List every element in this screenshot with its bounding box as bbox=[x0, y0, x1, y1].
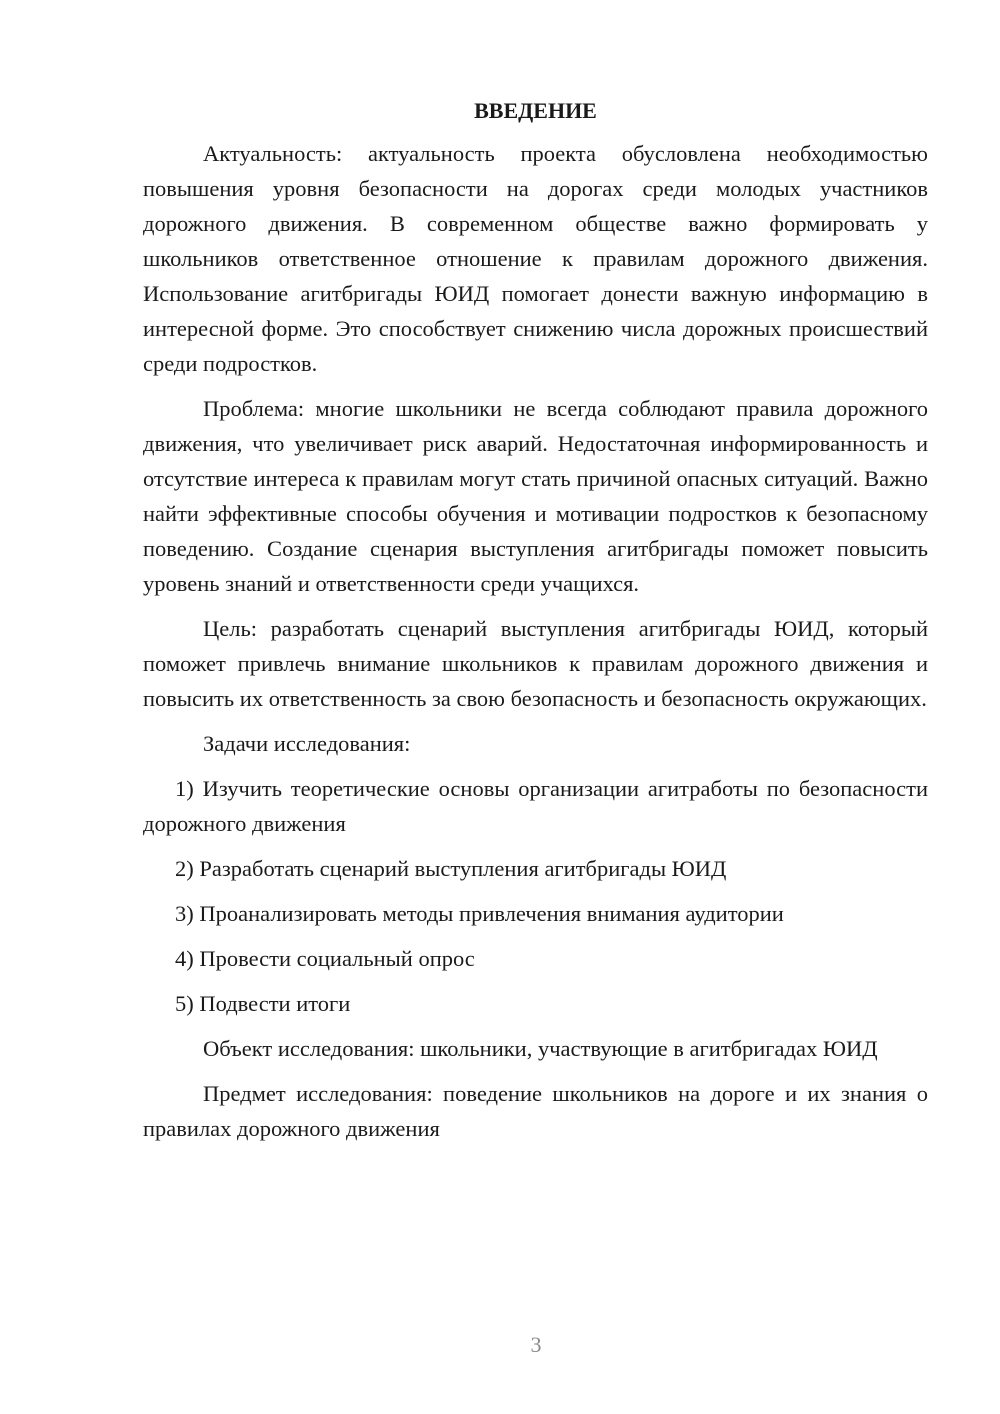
paragraph-problem: Проблема: многие школьники не всегда соблюдают правила дорожного движения, что увеличивает риск аварий. Недостаточная информированность и отсутствие интереса к правилам могут стать причиной опасных ситуаций. Важно найти эффективные способы обучения и мотивации подростков к безопасному поведению. Создание сценария выступления агитбригады поможет повысить уровень знаний и ответственности среди учащихся. bbox=[143, 396, 928, 596]
paragraph-relevance: Актуальность: актуальность проекта обусловлена необходимостью повышения уровня безопасности на дорогах среди молодых участников дорожного движения. В современном обществе важно формировать у школьников ответственное отношение к правилам дорожного движения. Использование агитбригады ЮИД помогает донести важную информацию в интересной форме. Это способствует снижению числа дорожных происшествий среди подростков. bbox=[143, 141, 928, 376]
list-item: 4) Провести социальный опрос bbox=[175, 946, 475, 971]
tasks-title: Задачи исследования: bbox=[203, 731, 411, 756]
list-item: 2) Разработать сценарий выступления агитбригады ЮИД bbox=[175, 856, 727, 881]
section-heading: ВВЕДЕНИЕ bbox=[474, 98, 597, 123]
list-item: 5) Подвести итоги bbox=[175, 991, 351, 1016]
list-item: 1) Изучить теоретические основы организации агитработы по безопасности дорожного движения bbox=[143, 776, 928, 836]
paragraph-goal: Цель: разработать сценарий выступления агитбригады ЮИД, который поможет привлечь внимание школьников к правилам дорожного движения и повысить их ответственность за свою безопасность и безопасность окружающих. bbox=[143, 616, 928, 711]
page-number: 3 bbox=[530, 1332, 542, 1357]
paragraph-object: Объект исследования: школьники, участвующие в агитбригадах ЮИД bbox=[203, 1036, 878, 1061]
paragraph-subject: Предмет исследования: поведение школьников на дороге и их знания о правилах дорожного движения bbox=[143, 1081, 928, 1141]
page-content bbox=[143, 96, 928, 1156]
list-item: 3) Проанализировать методы привлечения внимания аудитории bbox=[175, 901, 784, 926]
